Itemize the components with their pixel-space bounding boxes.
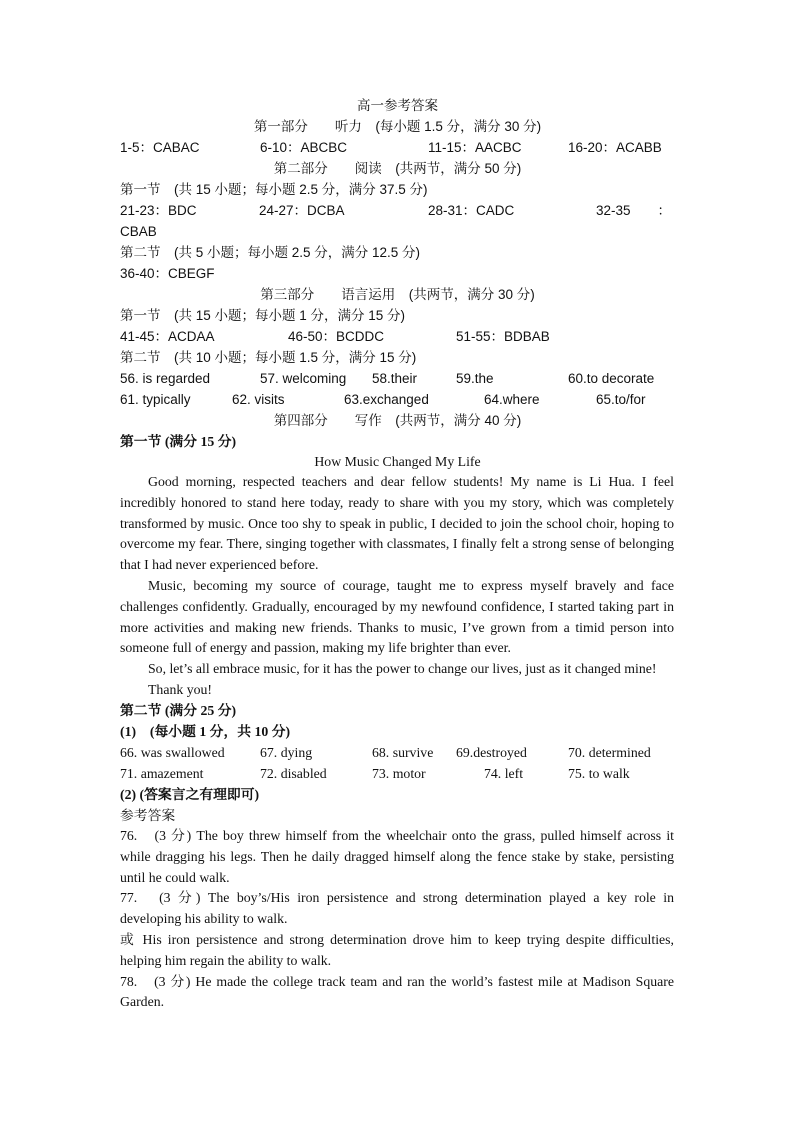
q77-alt-line: helping him regain the ability to walk. bbox=[120, 952, 332, 968]
part3-sec2-heading: 第二节 (共 10 小题；每小题 1.5 分，满分 15 分) bbox=[120, 350, 417, 365]
fill-answer: 72. disabled bbox=[260, 766, 327, 781]
fill-answer: 60.to decorate bbox=[568, 371, 655, 386]
answer-group: 21-23：BDC bbox=[120, 203, 197, 218]
part4-sub2-heading: (2) (答案言之有理即可) bbox=[120, 787, 260, 802]
part2-sec2-heading: 第二节 (共 5 小题；每小题 2.5 分，满分 12.5 分) bbox=[120, 245, 421, 260]
q76-line: while dragging his legs. Then he daily dragged himself along the fence stake by stake, persisting bbox=[120, 848, 674, 864]
fill-answer: 75. to walk bbox=[568, 766, 630, 781]
part3-heading: 第三部分 语言运用 (共两节，满分 30 分) bbox=[260, 287, 535, 302]
fill-answer: 63.exchanged bbox=[344, 392, 429, 407]
part4-sec2-heading: 第二节 (满分 25 分) bbox=[120, 703, 237, 718]
part2-sec1-wrap: CBAB bbox=[120, 224, 157, 239]
part4-sub1-heading: (1) (每小题 1 分，共 10 分) bbox=[120, 724, 291, 739]
answer-group: 1-5：CABAC bbox=[120, 140, 200, 155]
fill-answer: 70. determined bbox=[568, 745, 651, 760]
essay-body bbox=[120, 472, 674, 701]
essay-paragraph: Thank you! bbox=[148, 681, 212, 697]
q77-line: 77. (3 分) The boy’s/His iron persistence and strong determination played a key role in bbox=[120, 890, 674, 906]
fill-answer: 73. motor bbox=[372, 766, 426, 781]
fill-answer: 65.to/for bbox=[596, 392, 646, 407]
essay-paragraph: Good morning, respected teachers and dear fellow students! My name is Li Hua. I feel incredibly honored to stand here today, ready to share with you my story, which was completely transformed by music. Once too shy to speak in public, I decided to join the school choir, hoping to overcome my fear. There, singing together with classmates, I finally felt a strong sense of belonging that I had never experienced before. bbox=[120, 474, 674, 573]
part3-sec1-heading: 第一节 (共 15 小题；每小题 1 分，满分 15 分) bbox=[120, 308, 406, 323]
part2-sec2-answers: 36-40：CBEGF bbox=[120, 266, 215, 281]
q77-line: developing his ability to walk. bbox=[120, 911, 288, 927]
answer-group: 11-15：AACBC bbox=[428, 140, 522, 155]
answer-group: 24-27：DCBA bbox=[259, 203, 345, 218]
fill-answer: 71. amazement bbox=[120, 766, 204, 781]
q78-line: 78. (3 分) He made the college track team and ran the world’s fastest mile at Madison Square bbox=[120, 973, 674, 989]
fill-answer: 64.where bbox=[484, 392, 540, 407]
answer-group: 41-45：ACDAA bbox=[120, 329, 215, 344]
q76-line: 76. (3 分) The boy threw himself from the wheelchair onto the grass, pulled himself across it bbox=[120, 828, 674, 843]
fill-answer: 61. typically bbox=[120, 392, 191, 407]
fill-answer: 57. welcoming bbox=[260, 371, 347, 386]
answer-group: 32-35 ： bbox=[596, 203, 672, 218]
part1-heading: 第一部分 听力 (每小题 1.5 分，满分 30 分) bbox=[253, 119, 542, 134]
fill-answer: 67. dying bbox=[260, 745, 313, 760]
answer-group: 16-20：ACABB bbox=[568, 140, 662, 155]
fill-answer: 68. survive bbox=[372, 745, 434, 760]
answer-group: 6-10：ABCBC bbox=[260, 140, 348, 155]
essay-paragraph: Music, becoming my source of courage, taught me to express myself bravely and face challenges confidently. Gradually, encouraged by my newfound confidence, I started taking part in more activities and making new friends. Thanks to music, I’ve grown from a timid person into someone full of energy and passion, making my life brighter than ever. bbox=[120, 577, 674, 656]
essay-title: How Music Changed My Life bbox=[314, 454, 481, 469]
fill-answer: 74. left bbox=[484, 766, 524, 781]
answer-group: 51-55：BDBAB bbox=[456, 329, 550, 344]
part2-sec1-heading: 第一节 (共 15 小题；每小题 2.5 分，满分 37.5 分) bbox=[120, 182, 428, 197]
open-answers bbox=[120, 826, 674, 1013]
reference-label: 参考答案 bbox=[120, 808, 176, 823]
essay-paragraph: So, let’s all embrace music, for it has the power to change our lives, just as it changed mine! bbox=[148, 661, 657, 677]
answer-group: 46-50：BCDDC bbox=[288, 329, 385, 344]
q78-line: Garden. bbox=[120, 994, 165, 1010]
fill-answer: 62. visits bbox=[232, 392, 285, 407]
part2-heading: 第二部分 阅读 (共两节，满分 50 分) bbox=[273, 161, 522, 176]
part4-sec1-heading: 第一节 (满分 15 分) bbox=[120, 434, 237, 449]
answer-group: 28-31：CADC bbox=[428, 203, 515, 218]
part4-heading: 第四部分 写作 (共两节，满分 40 分) bbox=[273, 413, 522, 428]
q76-line: until he could walk. bbox=[120, 869, 230, 885]
fill-answer: 59.the bbox=[456, 371, 494, 386]
fill-answer: 66. was swallowed bbox=[120, 745, 225, 760]
q77-alt-line: 或 His iron persistence and strong determination drove him to keep trying despite difficulties, bbox=[120, 931, 674, 947]
fill-answer: 58.their bbox=[372, 371, 418, 386]
page-title: 高一参考答案 bbox=[357, 98, 438, 113]
fill-answer: 69.destroyed bbox=[456, 745, 527, 760]
fill-answer: 56. is regarded bbox=[120, 371, 211, 386]
